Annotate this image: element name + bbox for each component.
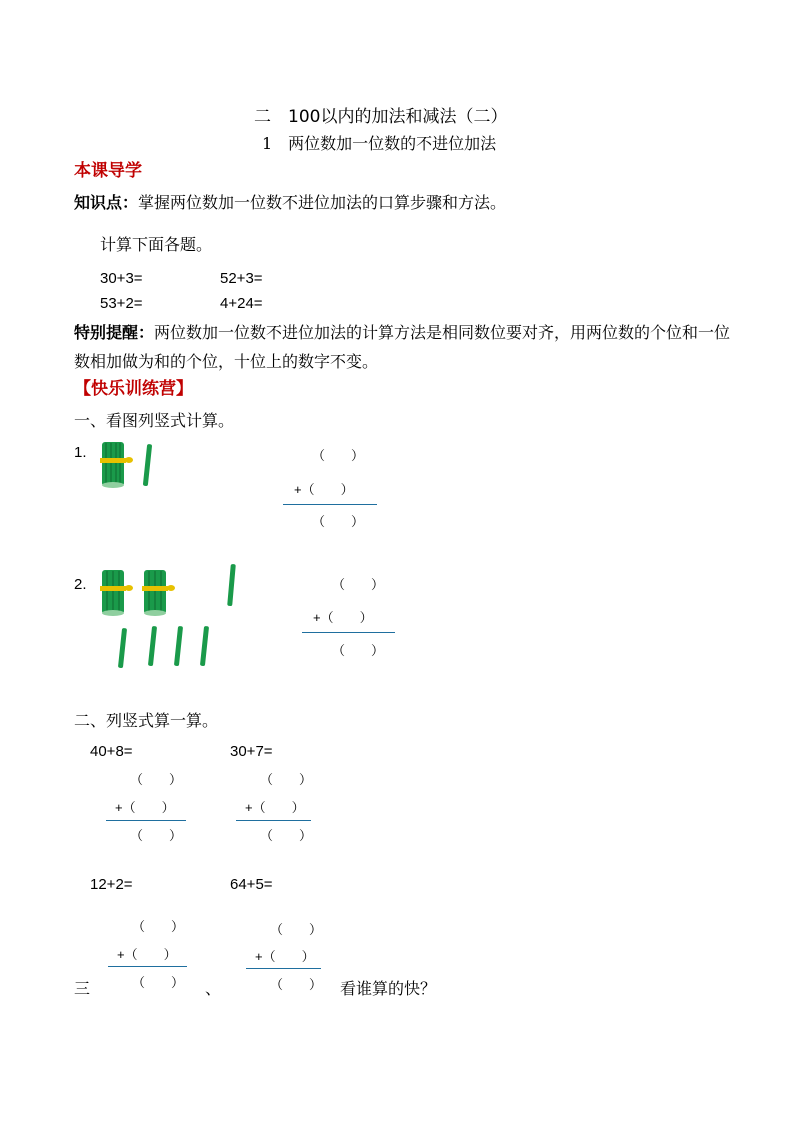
- chapter-title: 二 100以内的加法和减法（二）: [254, 107, 508, 127]
- single-stick-icon: [118, 628, 127, 668]
- sum-line: [106, 820, 186, 821]
- special-tip: [74, 318, 734, 376]
- q1-label: 1.: [74, 444, 87, 461]
- single-stick-icon: [143, 444, 152, 486]
- vertical-blank: （ ）: [132, 919, 185, 934]
- section3-label: 三: [74, 979, 91, 998]
- vertical-blank: （ ）: [130, 828, 183, 843]
- problem: 4+24=: [220, 295, 263, 312]
- q2-label: 2.: [74, 576, 87, 593]
- problem: 53+2=: [100, 295, 143, 312]
- problem: 40+8=: [90, 743, 133, 760]
- vertical-plus-blank: +（ ）: [255, 949, 315, 964]
- vertical-blank: （ ）: [270, 922, 323, 937]
- tip-label: 特别提醒：: [74, 323, 155, 342]
- vertical-blank: （ ）: [132, 975, 185, 990]
- single-stick-icon: [227, 564, 236, 606]
- bundle-of-ten-icon: [142, 570, 175, 616]
- instruction: 计算下面各题。: [100, 235, 213, 254]
- vertical-blank: （ ）: [260, 772, 313, 787]
- section1-title: 一、看图列竖式计算。: [74, 411, 235, 430]
- single-stick-icon: [174, 626, 183, 666]
- vertical-blank: （ ）: [332, 643, 385, 658]
- section3-text: 看谁算的快？: [340, 979, 437, 998]
- vertical-plus-blank: +（ ）: [313, 610, 373, 625]
- guide-heading: 本课导学: [74, 161, 142, 181]
- problem: 64+5=: [230, 876, 273, 893]
- single-stick-icon: [148, 626, 157, 666]
- bundles-and-sticks-illustration: [98, 560, 248, 672]
- knowledge-label: 知识点：: [74, 193, 139, 212]
- vertical-plus-blank: +（ ）: [245, 800, 305, 815]
- sum-line: [283, 504, 377, 505]
- vertical-blank: （ ）: [312, 514, 365, 529]
- section3-separator: 、: [205, 979, 222, 998]
- problem: 52+3=: [220, 270, 263, 287]
- sum-line: [246, 968, 321, 969]
- vertical-blank: （ ）: [332, 577, 385, 592]
- practice-heading: 【快乐训练营】: [74, 379, 193, 399]
- problem: 12+2=: [90, 876, 133, 893]
- section2-title: 二、列竖式算一算。: [74, 711, 219, 730]
- knowledge-point: [74, 190, 506, 213]
- bundle-of-ten-icon: [100, 442, 133, 488]
- sum-line: [108, 966, 187, 967]
- tip-text: 两位数加一位数不进位加法的计算方法是相同数位要对齐，用两位数的个位和一位数相加做为和的个位，十位上的数字不变。: [74, 323, 731, 371]
- single-stick-icon: [200, 626, 209, 666]
- knowledge-text: 掌握两位数加一位数不进位加法的口算步骤和方法。: [138, 193, 507, 212]
- lesson-title: 1 两位数加一位数的不进位加法: [262, 134, 497, 153]
- vertical-blank: （ ）: [312, 448, 365, 463]
- vertical-blank: （ ）: [260, 828, 313, 843]
- vertical-blank: （ ）: [270, 977, 323, 992]
- problem: 30+3=: [100, 270, 143, 287]
- vertical-plus-blank: +（ ）: [115, 800, 175, 815]
- vertical-plus-blank: +（ ）: [294, 482, 354, 497]
- bundle-of-ten-icon: [100, 570, 133, 616]
- vertical-plus-blank: +（ ）: [117, 947, 177, 962]
- vertical-blank: （ ）: [130, 772, 183, 787]
- bundle-and-sticks-illustration: [98, 438, 164, 490]
- sum-line: [302, 632, 395, 633]
- sum-line: [236, 820, 311, 821]
- problem: 30+7=: [230, 743, 273, 760]
